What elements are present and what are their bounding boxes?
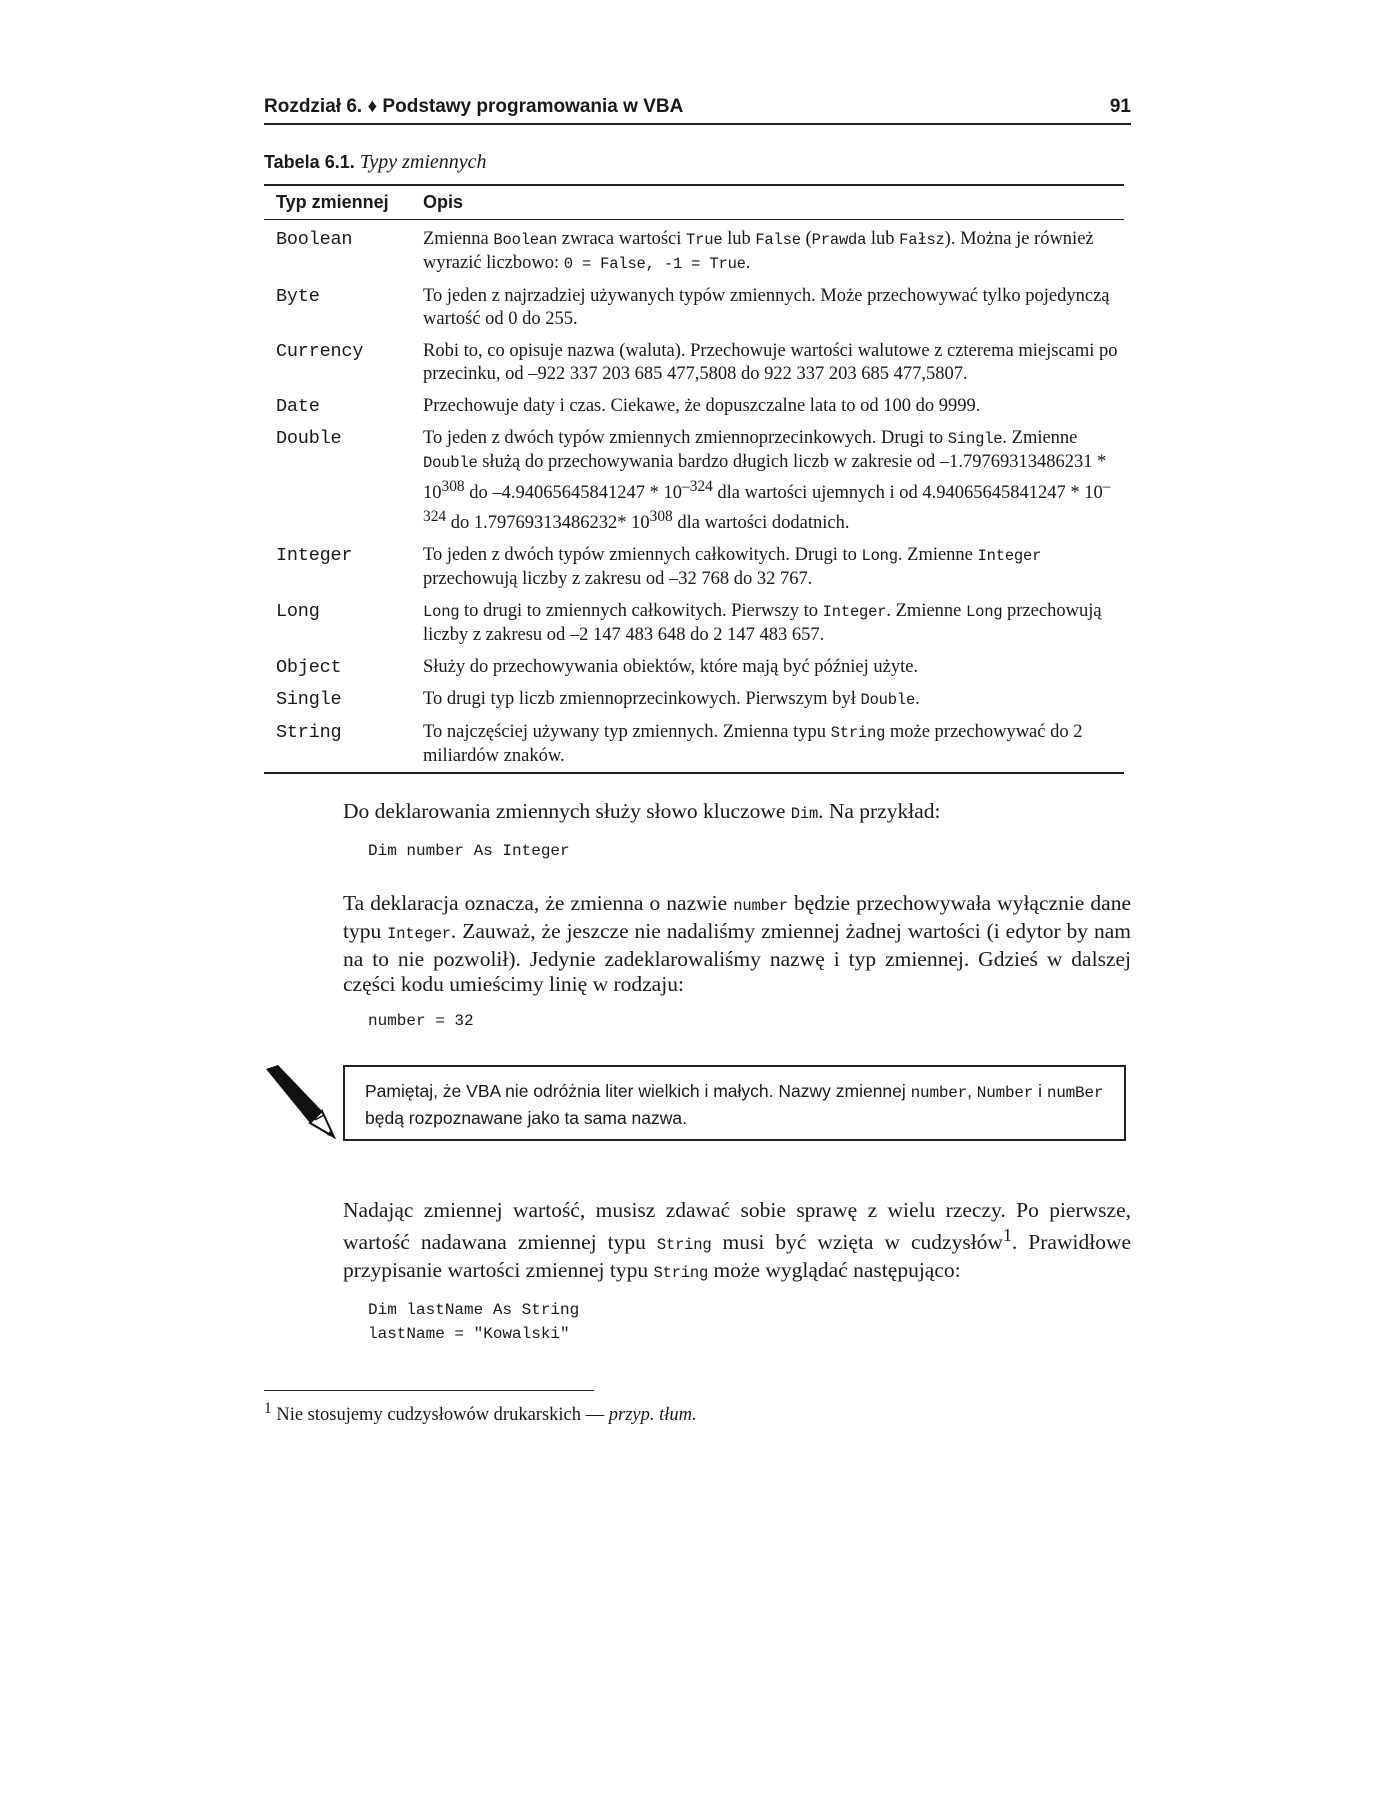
table-row [264,652,1124,684]
description-cell [411,391,1124,423]
footnote-text: Nie stosujemy cudzysłowów drukarskich — [271,1405,609,1426]
text-run: . Zmienne [886,601,967,622]
inline-code: Double [423,454,478,472]
table-caption [264,151,1131,174]
description-cell [411,717,1124,773]
text-run: dla wartości dodatnich. [672,513,850,534]
variable-type-cell: Long [276,601,320,623]
text-run: służą do przechowywania bardzo długich liczb w zakresie od –1.79769313486231 * 10 [423,452,1107,504]
text-run: lub [722,229,756,249]
variable-types-table [264,184,1124,774]
text-run: ). Można je również wyrazić liczbowo: [423,229,1094,273]
inline-code: Integer [387,925,451,944]
inline-code: Single [947,430,1003,448]
text-run: To jeden z dwóch typów zmiennych całkowitych. Drugi to [423,545,862,566]
table-row [264,596,1124,652]
text-run: Służy do przechowywania obiektów, które mają być później użyte. [423,657,919,678]
table-caption-label: Tabela 6.1. [264,152,355,172]
text-run: To drugi typ liczb zmiennoprzecinkowych. Pierwszym był [423,689,861,710]
text-run: będą rozpoznawane jako ta sama nazwa. [365,1108,688,1129]
text-run: przechowują liczby z zakresu od –2 147 483 648 do 2 147 483 657. [423,601,1102,646]
footnote-rule [264,1390,594,1391]
text-run: przechowują liczby z zakresu od –32 768 do 32 767. [423,569,813,590]
text-run: Nadając zmiennej wartość, musisz zdawać sobie sprawę z wielu rzeczy. Po pierwsze, wartość nadawana zmiennej typu [343,1198,1131,1255]
superscript: –324 [423,478,1111,526]
table-row [264,540,1124,596]
code-example: number = 32 [368,1012,474,1031]
text-run: Ta deklaracja oznacza, że zmienna o nazwie [343,891,734,916]
text-run: zwraca wartości [557,229,687,249]
description-cell [411,540,1124,596]
variable-type-cell: Boolean [276,229,353,250]
superscript: 1 [1002,1225,1012,1246]
inline-code: Dim [790,805,819,824]
text-run: . Zauważ, że jeszcze nie nadaliśmy zmiennej żadnej wartości (i edytor by nam na to nie pozwolił). Jedynie zadeklarowaliśmy nazwę i typ zmiennej. Gdzieś w dalszej części kodu umieścimy linię w rodzaju: [343,919,1131,997]
pencil-icon [260,1065,336,1139]
text-run: . Na przykład: [818,799,941,824]
column-header-type: Typ zmiennej [264,185,411,220]
superscript: –324 [681,478,713,495]
code-example: Dim lastName As String lastName = "Kowalski" [368,1301,580,1344]
inline-code: Long [861,547,898,566]
text-run: i [1033,1081,1047,1102]
variable-type-cell: Single [276,689,342,711]
inline-code: Integer [977,547,1042,566]
variable-type-cell: String [264,717,411,773]
text-run: może przechowywać do 2 miliardów znaków. [423,722,1083,767]
variable-type-cell: Object [276,657,342,679]
text-run: To jeden z najrzadziej używanych typów zmiennych. Może przechowywać tylko pojedynczą wartość od 0 do 255. [423,286,1110,329]
text-run: Do deklarowania zmiennych służy słowo kluczowe [343,799,791,824]
variable-type-cell: Double [276,428,342,449]
text-run: . [745,253,751,273]
variable-type-cell: Currency [276,341,364,362]
inline-code: Number [976,1084,1034,1103]
table-row [264,391,1124,423]
text-run: Przechowuje daty i czas. Ciekawe, że dopuszczalne lata to od 100 do 9999. [423,396,981,416]
text-run: Robi to, co opisuje nazwa (waluta). Przechowuje wartości walutowe z czterema miejscami po przecinku, od –922 337 203 685 477,5808 do 922 337 203 685 477,5807. [423,341,1118,384]
text-run: . Zmienne [1002,428,1078,448]
inline-code: Boolean [493,231,558,249]
description-cell [411,652,1124,684]
inline-code: String [653,1264,709,1283]
superscript: 308 [649,508,673,526]
text-run: . Prawidłowe przypisanie wartości zmiennej typu [343,1230,1132,1283]
inline-code: String [830,724,886,743]
note-box [343,1065,1126,1141]
inline-code: True [686,231,723,249]
table-caption-title: Typy zmiennych [359,151,487,173]
table-row [264,717,1124,773]
main-text [343,799,1131,1346]
footnote-italic: przyp. tłum. [608,1405,697,1426]
table-row [264,423,1124,540]
inline-code: Long [966,603,1003,622]
inline-code: Long [423,603,460,622]
description-cell [411,596,1124,652]
inline-code: Integer [822,603,887,622]
footnote-marker: 1 [264,1400,272,1417]
description-cell [411,220,1124,282]
superscript: 308 [441,478,465,495]
text-run: . [915,689,920,710]
text-run: ( [800,229,812,249]
text-run: To jeden z dwóch typów zmiennych zmiennoprzecinkowych. Drugi to [423,428,948,448]
text-run: To najczęściej używany typ zmiennych. Zmienna typu [423,722,831,743]
inline-code: number [733,897,788,916]
text-run: do 1.79769313486232* 10 [446,513,650,534]
text-run: . Zmienne [897,545,978,566]
table-row [264,684,1124,717]
chapter-title: Rozdział 6. ♦ Podstawy programowania w VBA [264,96,684,117]
inline-code: Prawda [811,231,867,249]
text-run: musi być wzięta w cudzysłów [711,1230,1003,1255]
note [343,1055,1131,1167]
variable-type-cell: Byte [276,286,320,307]
page [264,96,1131,1346]
inline-code: 0 = False, -1 = True [563,255,746,273]
text-run: dla wartości ujemnych i od 4.94065645841247 * 10 [712,483,1103,504]
inline-code: Fałsz [899,231,945,249]
inline-code: False [755,231,801,249]
code-example: Dim number As Integer [368,842,570,861]
text-run: Zmienna [423,229,494,249]
variable-type-cell: Integer [276,545,353,567]
text-run: , [967,1081,977,1102]
inline-code: number [910,1084,968,1103]
variable-type-cell: Date [276,396,320,417]
text-run: do –4.94065645841247 * 10 [464,483,682,504]
column-header-description: Opis [411,185,1124,220]
table-row [264,281,1124,336]
table-row [264,336,1124,391]
text-run: będzie przechowywała wyłącznie dane typu [343,891,1131,944]
inline-code: numBer [1046,1084,1104,1103]
description-cell [411,684,1124,717]
description-cell [411,423,1124,540]
inline-code: Double [860,691,916,710]
text-run: może wyglądać następująco: [708,1258,961,1283]
inline-code: String [656,1236,712,1255]
paragraph [343,799,1131,827]
paragraph [343,891,1131,997]
paragraph [343,1198,1131,1286]
page-number: 91 [1109,96,1131,117]
text-run: Pamiętaj, że VBA nie odróżnia liter wielkich i małych. Nazwy zmiennej [365,1081,911,1102]
table-row [264,220,1124,282]
description-cell [411,281,1124,336]
text-run: to drugi to zmiennych całkowitych. Pierwszy to [459,601,823,622]
running-header [264,96,1131,125]
text-run: lub [866,229,900,249]
footnote [264,1400,697,1426]
description-cell [411,336,1124,391]
